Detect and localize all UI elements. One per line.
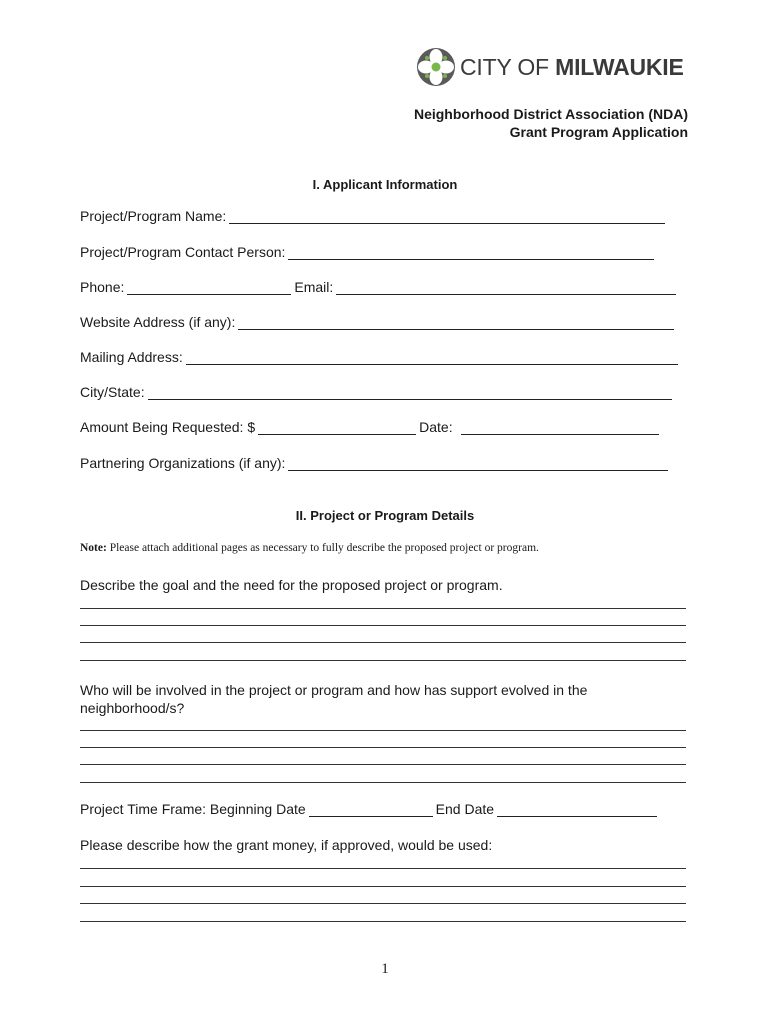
website-row	[80, 314, 677, 330]
phone-email-row	[80, 279, 679, 295]
note-body: Please attach additional pages as necessary to fully describe the proposed project or program.	[106, 542, 539, 554]
project-name-label: Project/Program Name:	[80, 208, 227, 224]
amount-label: Amount Being Requested: $	[80, 419, 256, 435]
answer-line[interactable]	[80, 747, 686, 748]
end-date-label: End Date	[435, 801, 495, 817]
answer-line[interactable]	[80, 642, 686, 643]
answer-line[interactable]	[80, 782, 686, 783]
contact-person-label: Project/Program Contact Person:	[80, 244, 286, 260]
end-date-field[interactable]	[497, 802, 657, 817]
amount-field[interactable]	[258, 420, 416, 435]
answer-line[interactable]	[80, 608, 686, 609]
contact-person-row	[80, 244, 657, 260]
phone-field[interactable]	[127, 280, 291, 295]
note-text	[80, 542, 539, 554]
question-goal: Describe the goal and the need for the proposed project or program.	[80, 577, 503, 593]
partners-row	[80, 455, 671, 471]
section2-heading: II. Project or Program Details	[295, 508, 475, 523]
contact-person-field[interactable]	[288, 245, 654, 260]
email-label: Email:	[294, 279, 334, 295]
mailing-address-row	[80, 349, 681, 365]
date-label: Date:	[419, 419, 453, 435]
form-title-line1: Neighborhood District Association (NDA)	[413, 106, 688, 122]
answer-line[interactable]	[80, 886, 686, 887]
city-state-label: City/State:	[80, 384, 145, 400]
city-state-row	[80, 384, 675, 400]
date-field[interactable]	[461, 420, 659, 435]
email-field[interactable]	[336, 280, 676, 295]
page-number: 1	[381, 961, 389, 977]
answer-line[interactable]	[80, 868, 686, 869]
website-label: Website Address (if any):	[80, 314, 236, 330]
mailing-address-label: Mailing Address:	[80, 349, 183, 365]
beginning-date-label: Project Time Frame: Beginning Date	[80, 801, 306, 817]
timeframe-row	[80, 801, 660, 817]
logo-wordmark: CITY OF MILWAUKIE	[460, 53, 684, 80]
website-field[interactable]	[238, 315, 674, 330]
answer-line[interactable]	[80, 903, 686, 904]
beginning-date-field[interactable]	[309, 802, 433, 817]
note-label: Note:	[80, 542, 107, 554]
mailing-address-field[interactable]	[186, 350, 678, 365]
question-grant-use: Please describe how the grant money, if approved, would be used:	[80, 837, 493, 853]
answer-line[interactable]	[80, 730, 686, 731]
form-title-line2: Grant Program Application	[509, 124, 688, 140]
partners-field[interactable]	[288, 456, 668, 471]
answer-line[interactable]	[80, 921, 686, 922]
dogwood-flower-icon	[416, 47, 456, 87]
amount-date-row	[80, 419, 662, 435]
partners-label: Partnering Organizations (if any):	[80, 455, 286, 471]
city-logo	[416, 46, 688, 88]
answer-line[interactable]	[80, 660, 686, 661]
section1-heading: I. Applicant Information	[312, 177, 458, 192]
project-name-field[interactable]	[229, 209, 665, 224]
answer-line[interactable]	[80, 764, 686, 765]
city-state-field[interactable]	[148, 385, 672, 400]
project-name-row	[80, 208, 668, 224]
answer-line[interactable]	[80, 625, 686, 626]
question-involvement: Who will be involved in the project or program and how has support evolved in the neighborhood/s?	[80, 682, 588, 716]
phone-label: Phone:	[80, 279, 125, 295]
